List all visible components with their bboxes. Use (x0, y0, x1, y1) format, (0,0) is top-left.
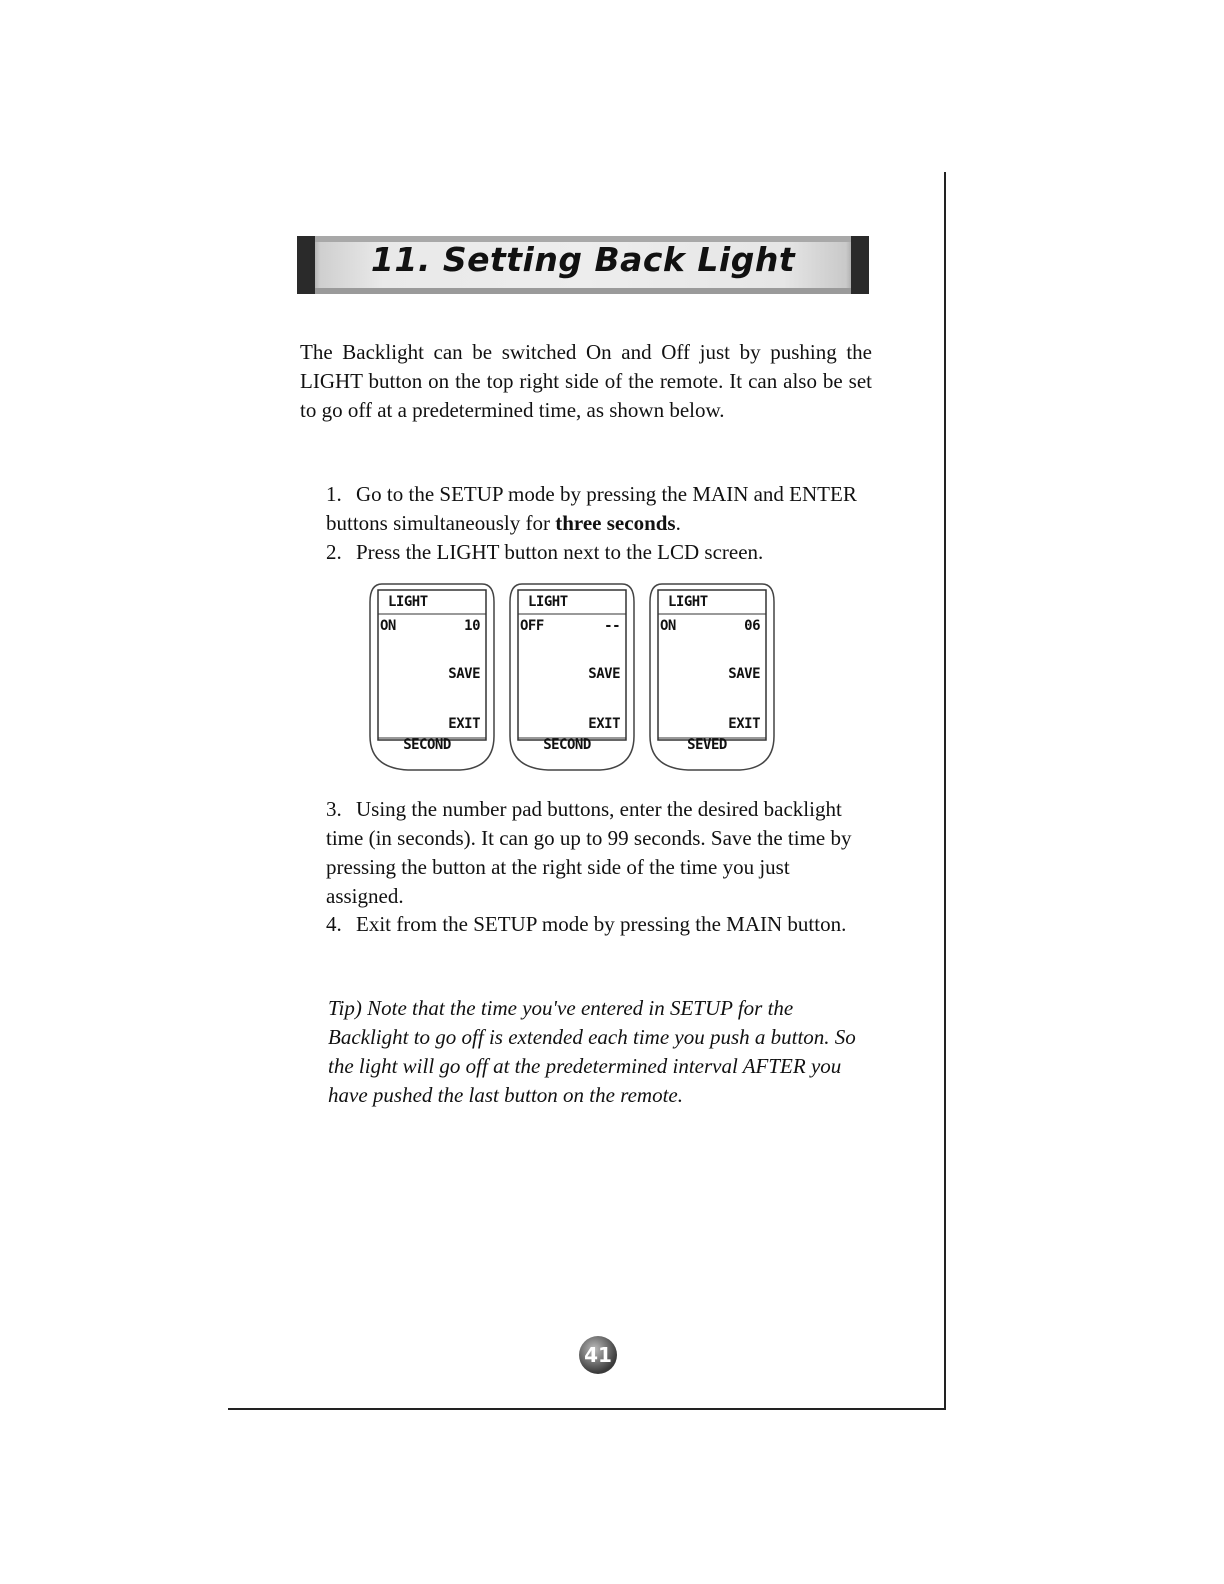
lcd-footer: SECOND (403, 737, 451, 753)
lcd-title: LIGHT (388, 594, 428, 610)
lcd-save-label: SAVE (588, 666, 620, 682)
lcd-value: 10 (464, 618, 480, 634)
step-text: Go to the SETUP mode by pressing the MAIN and ENTER buttons simultaneously for (326, 482, 857, 535)
lcd-mode: ON (380, 618, 396, 634)
lcd-mode: OFF (520, 618, 544, 634)
lcd-title: LIGHT (668, 594, 708, 610)
lcd-screen-3 (648, 578, 778, 772)
page-number: 41 (579, 1336, 617, 1374)
lcd-exit-label: EXIT (448, 716, 480, 732)
step-1 (326, 480, 866, 538)
lcd-exit-label: EXIT (588, 716, 620, 732)
step-number: 4. (326, 912, 342, 936)
page-bottom-rule (228, 1408, 946, 1410)
intro-paragraph: The Backlight can be switched On and Off just by pushing the LIGHT button on the top right side of the remote. It can also be set to go off at a predetermined time, as shown below. (300, 340, 872, 422)
step-2 (326, 538, 866, 567)
lcd-save-label: SAVE (448, 666, 480, 682)
step-text: Press the LIGHT button next to the LCD screen. (356, 540, 764, 564)
step-text: Exit from the SETUP mode by pressing the MAIN button. (356, 912, 847, 936)
step-text-end: . (675, 511, 681, 535)
step-number: 3. (326, 797, 342, 821)
step-number: 1. (326, 482, 342, 506)
step-text: Using the number pad buttons, enter the desired backlight time (in seconds). It can go up to 99 seconds. Save the time by pressing the button at the right side of the time you just assigned. (326, 797, 852, 908)
lcd-value: -- (604, 618, 620, 634)
lcd-screen-1 (368, 578, 498, 772)
lcd-mode: ON (660, 618, 676, 634)
step-4 (326, 910, 866, 939)
lcd-title: LIGHT (528, 594, 568, 610)
lcd-footer: SEVED (687, 737, 727, 753)
tip-paragraph: Tip) Note that the time you've entered in SETUP for the Backlight to go off is extended each time you push a button. So the light will go off at the predetermined interval AFTER you have pushed the last button on the remote. (328, 996, 856, 1107)
lcd-footer: SECOND (543, 737, 591, 753)
section-title: 11. Setting Back Light (370, 240, 796, 279)
banner-stripe-bottom (297, 288, 869, 294)
step-3 (326, 795, 866, 911)
step-emphasis: three seconds (555, 511, 676, 535)
page-right-rule (944, 172, 946, 1410)
lcd-save-label: SAVE (728, 666, 760, 682)
lcd-screen-2 (508, 578, 638, 772)
lcd-exit-label: EXIT (728, 716, 760, 732)
lcd-value: 06 (744, 618, 760, 634)
step-number: 2. (326, 540, 342, 564)
